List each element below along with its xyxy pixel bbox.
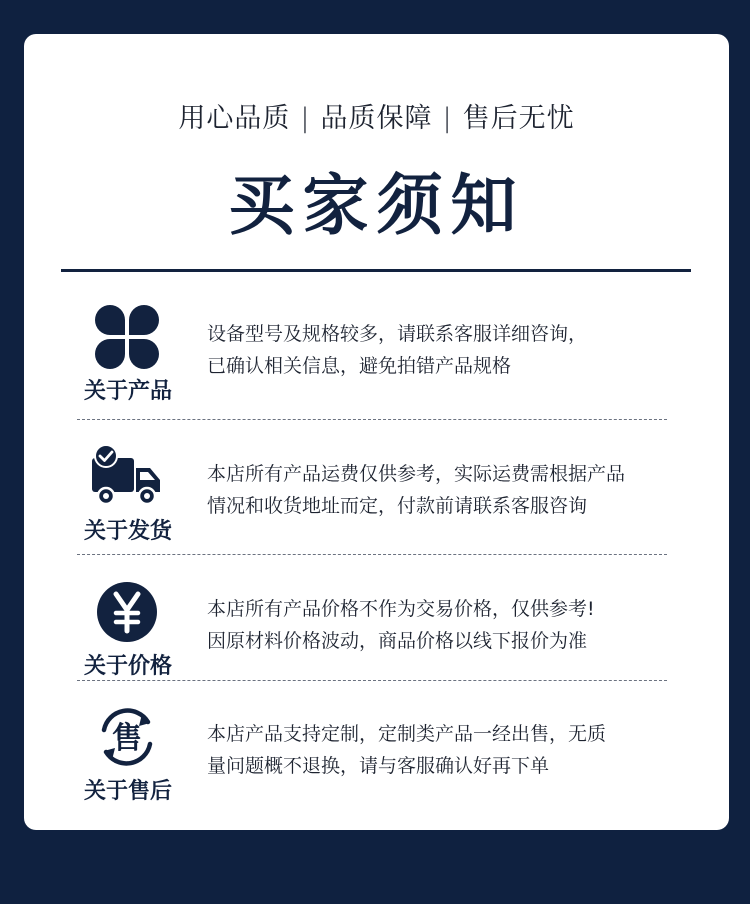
section-text-line: 本店所有产品运费仅供参考，实际运费需根据产品: [207, 463, 626, 485]
section-product: [74, 304, 674, 424]
section-text-line: 量问题概不退换，请与客服确认好再下单: [207, 755, 550, 777]
section-delivery: [74, 444, 674, 564]
section-text-line: 设备型号及规格较多，请联系客服详细咨询，: [207, 323, 588, 345]
section-divider: [77, 680, 667, 681]
tagline-separator: |: [300, 103, 311, 134]
section-text: [207, 718, 697, 782]
section-divider: [77, 554, 667, 555]
tagline-item: 售后无忧: [462, 103, 575, 134]
title-divider: [61, 269, 691, 272]
section-text: [207, 458, 697, 522]
yen-coin-icon: [92, 579, 162, 645]
tagline-separator: |: [442, 103, 453, 134]
section-label: 关于售后: [83, 779, 172, 804]
section-text-line: 已确认相关信息，避免拍错产品规格: [207, 355, 512, 377]
page-title: 买家须知: [228, 167, 525, 244]
tagline: [24, 96, 729, 135]
after-sale-icon-text: 售: [112, 721, 142, 756]
section-after-sale: [74, 704, 674, 824]
section-text-line: 情况和收货地址而定，付款前请联系客服咨询: [207, 495, 588, 517]
four-petal-icon: [92, 304, 162, 370]
section-label: 关于发货: [83, 519, 172, 544]
section-text: [207, 593, 697, 657]
section-label: 关于价格: [83, 654, 172, 679]
after-sale-cycle-icon: [92, 704, 162, 770]
section-label: 关于产品: [83, 379, 172, 404]
tagline-item: 品质保障: [320, 103, 433, 134]
section-text-line: 本店产品支持定制，定制类产品一经出售，无质: [207, 723, 607, 745]
section-text-line: 本店所有产品价格不作为交易价格，仅供参考!: [207, 598, 595, 620]
section-divider: [77, 419, 667, 420]
delivery-truck-icon: [92, 444, 162, 510]
notice-card: [24, 34, 729, 830]
section-price: [74, 579, 674, 699]
tagline-item: 用心品质: [178, 103, 291, 134]
section-text-line: 因原材料价格波动，商品价格以线下报价为准: [207, 630, 588, 652]
section-text: [207, 318, 697, 382]
